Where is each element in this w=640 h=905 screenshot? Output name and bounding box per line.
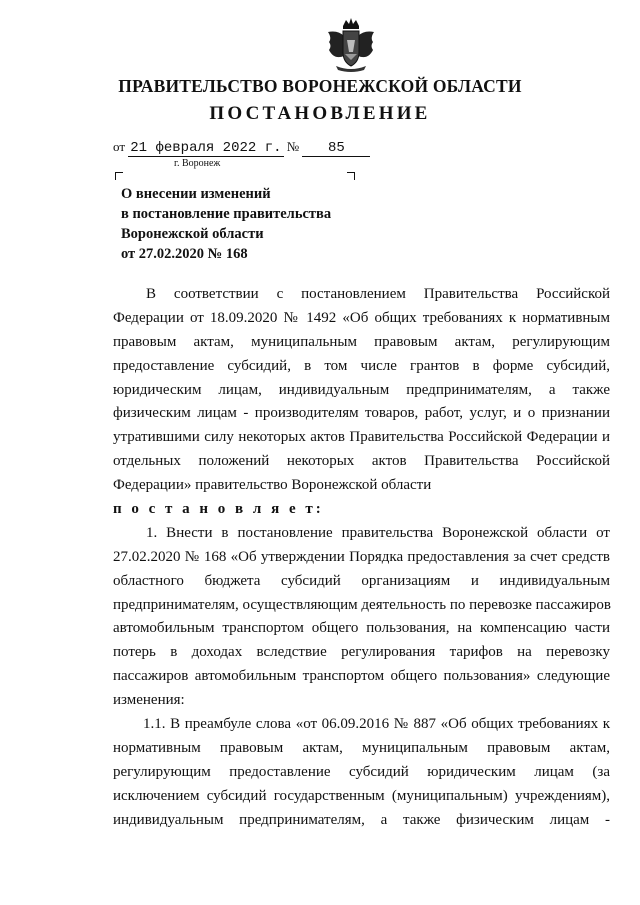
body-line: исключением субсидий государственным (муниципальным) учреждениям), <box>113 787 610 804</box>
body-line: отдельных положений некоторых актов Правительства Российской <box>113 453 610 470</box>
body-line: правовым актам, муниципальным правовым актам, регулирующим <box>113 333 610 350</box>
body-line: 27.02.2020 № 168 «Об утверждении Порядка предоставления за счет средств <box>113 548 610 565</box>
body-line: утратившими силу некоторых актов Правительства Российской Федерации и <box>113 429 610 446</box>
subject-line: в постановление правительства <box>121 206 332 222</box>
body-line: 1.1. В преамбуле слова «от 06.09.2016 № 887 «Об общих требованиях к <box>143 716 610 733</box>
resolve-heading: п о с т а н о в л я е т: <box>113 501 324 518</box>
document-type: ПОСТАНОВЛЕНИЕ <box>209 103 431 124</box>
body-line: юридическим лицам, индивидуальным предпринимателям, а также <box>113 381 610 398</box>
body-line: регулирующим предоставление субсидий юридическим лицам (за <box>113 763 610 780</box>
body-line: Федерации от 18.09.2020 № 1492 «Об общих требованиях к нормативным <box>113 309 610 326</box>
body-line: областного бюджета субсидий организациям и индивидуальным <box>113 572 610 589</box>
subject-corner-right <box>347 172 355 180</box>
city-label: г. Воронеж <box>174 158 221 169</box>
voronezh-coat-of-arms-icon <box>326 16 376 74</box>
subject-line: Воронежской области <box>121 226 264 242</box>
number-prefix: № <box>286 139 300 154</box>
body-line: пассажиров автомобильным транспортом общего пользования» следующие <box>113 668 610 685</box>
document-subject <box>121 184 381 264</box>
body-line: автомобильным транспортом общего пользования, на компенсацию части <box>113 620 610 637</box>
subject-line: О внесении изменений <box>121 186 271 202</box>
date-number-line <box>113 139 370 157</box>
body-line: 1. Внести в постановление правительства Воронежской области от <box>146 524 610 541</box>
body-line: предпринимателям, осуществляющим деятельность по перевозке пассажиров <box>113 596 611 613</box>
body-line: индивидуальным предпринимателям, а также физическим лицам - <box>113 811 610 828</box>
body-line: Федерации» правительство Воронежской области <box>113 477 432 494</box>
body-line: нормативным правовым актам, муниципальным правовым актам, <box>113 739 610 756</box>
document-body <box>113 283 610 832</box>
document-number: 85 <box>302 140 370 157</box>
body-line: потерь в доходах вследствие регулирования тарифов на перевозку <box>113 644 610 661</box>
document-date: 21 февраля 2022 г. <box>130 140 282 156</box>
body-line: физическим лицам - производителям товаров, работ, услуг, и о признании <box>113 405 610 422</box>
subject-corner-left <box>115 172 123 180</box>
government-title: ПРАВИТЕЛЬСТВО ВОРОНЕЖСКОЙ ОБЛАСТИ <box>118 76 522 96</box>
subject-line: от 27.02.2020 № 168 <box>121 246 248 262</box>
body-line: предоставление субсидий, в том числе грантов в форме субсидий, <box>113 357 610 374</box>
body-line: В соответствии с постановлением Правительства Российской <box>146 286 610 302</box>
body-line: изменения: <box>113 692 185 709</box>
date-prefix: от <box>113 139 126 154</box>
